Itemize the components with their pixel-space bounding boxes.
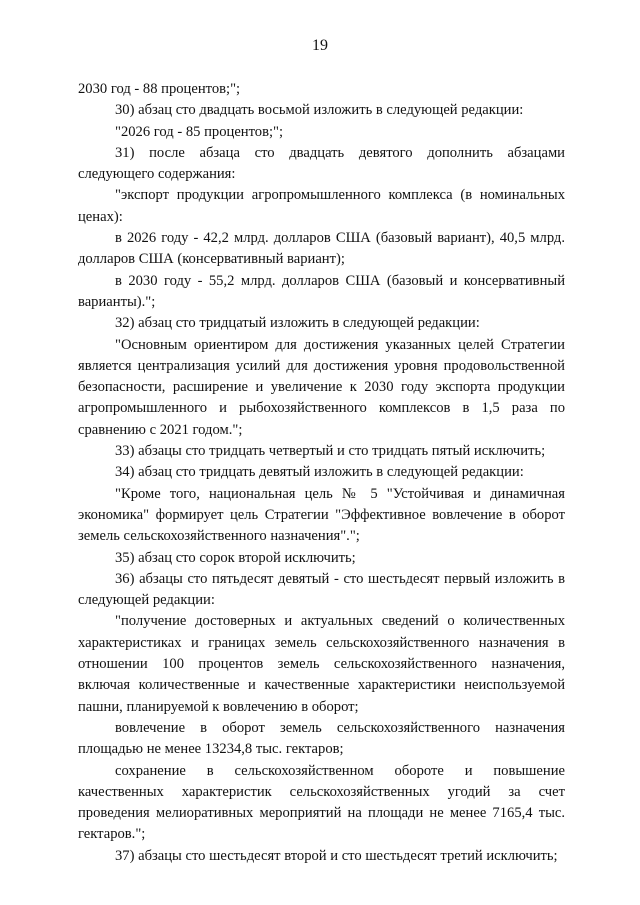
paragraph: 2030 год - 88 процентов;"; [78,81,241,97]
page-number: 19 [312,37,328,54]
paragraph: 33) абзацы сто тридцать четвертый и сто тридцать пятый исключить; [115,443,546,460]
paragraph: в 2030 году - 55,2 млрд. долларов США (базовый и консервативный варианты)."; [78,272,565,310]
paragraph: в 2026 году - 42,2 млрд. долларов США (базовый вариант), 40,5 млрд. долларов США (консервативный вариант); [78,230,565,268]
paragraph: вовлечение в оборот земель сельскохозяйственного назначения площадью не менее 13234,8 тыс. гектаров; [78,719,565,758]
paragraph: "Кроме того, национальная цель № 5 "Устойчивая и динамичная экономика" формирует цель Стратегии "Эффективное вовлечение в оборот земель сельскохозяйственного назначения"."; [78,485,565,545]
paragraph: "2026 год - 85 процентов;"; [115,123,284,140]
paragraph: 31) после абзаца сто двадцать девятого дополнить абзацами следующего содержания: [78,144,565,183]
paragraph: "Основным ориентиром для достижения указанных целей Стратегии является централизация усилий для достижения уровня продовольственной безопасности, расширение и увеличение к 2030 году экспорта продукции агропромышленного и рыбохозяйственного комплексов в 1,5 раза по сравнению с 2021 годом."; [78,336,565,438]
document-body [78,79,565,867]
paragraph: "экспорт продукции агропромышленного комплекса (в номинальных ценах): [78,187,565,225]
paragraph: 30) абзац сто двадцать восьмой изложить в следующей редакции: [115,102,524,119]
paragraph: 34) абзац сто тридцать девятый изложить в следующей редакции: [115,464,524,481]
paragraph: 36) абзацы сто пятьдесят девятый - сто шестьдесят первый изложить в следующей редакции: [78,570,565,609]
paragraph: "получение достоверных и актуальных сведений о количественных характеристиках и границах земель сельскохозяйственного назначения в отношении 100 процентов земель сельскохозяйственного назначения, включая количественные и качественные характеристики неиспользуемой пашни, планируемой к вовлечению в оборот; [78,613,565,715]
paragraph: 32) абзац сто тридцатый изложить в следующей редакции: [115,315,480,332]
paragraph: сохранение в сельскохозяйственном обороте и повышение качественных характеристик сельскохозяйственных угодий за счет проведения мелиоративных мероприятий на площади не менее 7165,4 тыс. гектаров."; [78,762,565,843]
paragraph: 35) абзац сто сорок второй исключить; [115,549,356,566]
paragraph: 37) абзацы сто шестьдесят второй и сто шестьдесят третий исключить; [115,847,558,864]
